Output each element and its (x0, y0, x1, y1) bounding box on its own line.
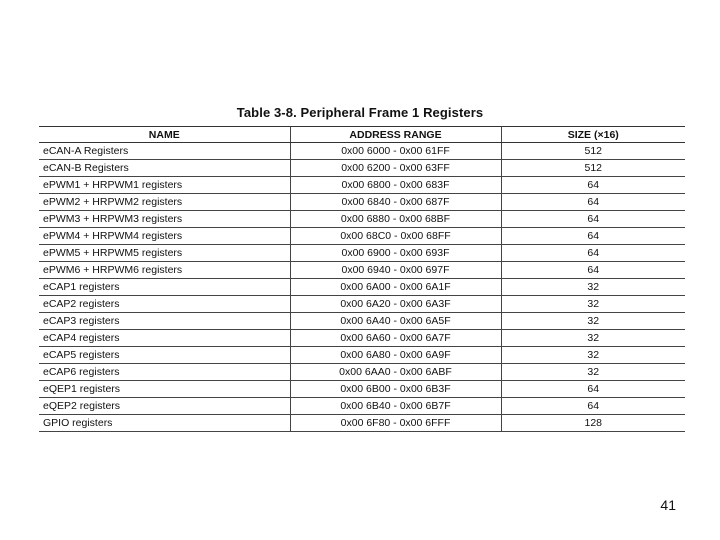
table-row (39, 398, 685, 415)
register-name: ePWM3 + HRPWM3 registers (39, 211, 290, 228)
peripheral-frame-table (39, 126, 685, 432)
register-size: 64 (501, 194, 685, 211)
register-name: eCAP5 registers (39, 347, 290, 364)
page-number: 41 (660, 497, 676, 513)
register-size: 64 (501, 245, 685, 262)
register-size: 64 (501, 381, 685, 398)
register-size: 128 (501, 415, 685, 432)
register-name: eCAN-B Registers (39, 160, 290, 177)
address-range: 0x00 6F80 - 0x00 6FFF (290, 415, 501, 432)
register-name: eCAN-A Registers (39, 143, 290, 160)
register-name: eCAP2 registers (39, 296, 290, 313)
address-range: 0x00 6A80 - 0x00 6A9F (290, 347, 501, 364)
register-size: 32 (501, 364, 685, 381)
table-row (39, 262, 685, 279)
address-range: 0x00 68C0 - 0x00 68FF (290, 228, 501, 245)
table-row (39, 381, 685, 398)
header-name: NAME (39, 127, 290, 143)
address-range: 0x00 6880 - 0x00 68BF (290, 211, 501, 228)
register-size: 64 (501, 211, 685, 228)
table-row (39, 177, 685, 194)
register-name: ePWM1 + HRPWM1 registers (39, 177, 290, 194)
table-row (39, 143, 685, 160)
register-size: 32 (501, 330, 685, 347)
register-name: eQEP2 registers (39, 398, 290, 415)
address-range: 0x00 6900 - 0x00 693F (290, 245, 501, 262)
address-range: 0x00 6A00 - 0x00 6A1F (290, 279, 501, 296)
table-row (39, 296, 685, 313)
register-size: 32 (501, 296, 685, 313)
address-range: 0x00 6200 - 0x00 63FF (290, 160, 501, 177)
table-row (39, 228, 685, 245)
register-size: 64 (501, 177, 685, 194)
register-name: ePWM4 + HRPWM4 registers (39, 228, 290, 245)
address-range: 0x00 6B40 - 0x00 6B7F (290, 398, 501, 415)
address-range: 0x00 6A40 - 0x00 6A5F (290, 313, 501, 330)
register-size: 64 (501, 228, 685, 245)
register-size: 64 (501, 398, 685, 415)
register-size: 32 (501, 279, 685, 296)
register-size: 64 (501, 262, 685, 279)
table-row (39, 330, 685, 347)
table-row (39, 194, 685, 211)
register-name: ePWM6 + HRPWM6 registers (39, 262, 290, 279)
address-range: 0x00 6B00 - 0x00 6B3F (290, 381, 501, 398)
register-size: 32 (501, 347, 685, 364)
table-title: Table 3-8. Peripheral Frame 1 Registers (236, 105, 484, 120)
table-row (39, 245, 685, 262)
address-range: 0x00 6840 - 0x00 687F (290, 194, 501, 211)
register-name: eCAP1 registers (39, 279, 290, 296)
header-address-range: ADDRESS RANGE (290, 127, 501, 143)
register-name: eCAP4 registers (39, 330, 290, 347)
table-header-row (39, 127, 685, 143)
table-row (39, 415, 685, 432)
address-range: 0x00 6940 - 0x00 697F (290, 262, 501, 279)
register-size: 32 (501, 313, 685, 330)
register-name: GPIO registers (39, 415, 290, 432)
table-row (39, 347, 685, 364)
address-range: 0x00 6000 - 0x00 61FF (290, 143, 501, 160)
address-range: 0x00 6A60 - 0x00 6A7F (290, 330, 501, 347)
table-row (39, 211, 685, 228)
table-row (39, 160, 685, 177)
header-size: SIZE (×16) (501, 127, 685, 143)
register-name: ePWM5 + HRPWM5 registers (39, 245, 290, 262)
table-row (39, 279, 685, 296)
address-range: 0x00 6AA0 - 0x00 6ABF (290, 364, 501, 381)
address-range: 0x00 6A20 - 0x00 6A3F (290, 296, 501, 313)
table-row (39, 313, 685, 330)
register-name: eQEP1 registers (39, 381, 290, 398)
register-size: 512 (501, 143, 685, 160)
table-row (39, 364, 685, 381)
register-name: eCAP3 registers (39, 313, 290, 330)
register-name: eCAP6 registers (39, 364, 290, 381)
register-size: 512 (501, 160, 685, 177)
address-range: 0x00 6800 - 0x00 683F (290, 177, 501, 194)
register-name: ePWM2 + HRPWM2 registers (39, 194, 290, 211)
